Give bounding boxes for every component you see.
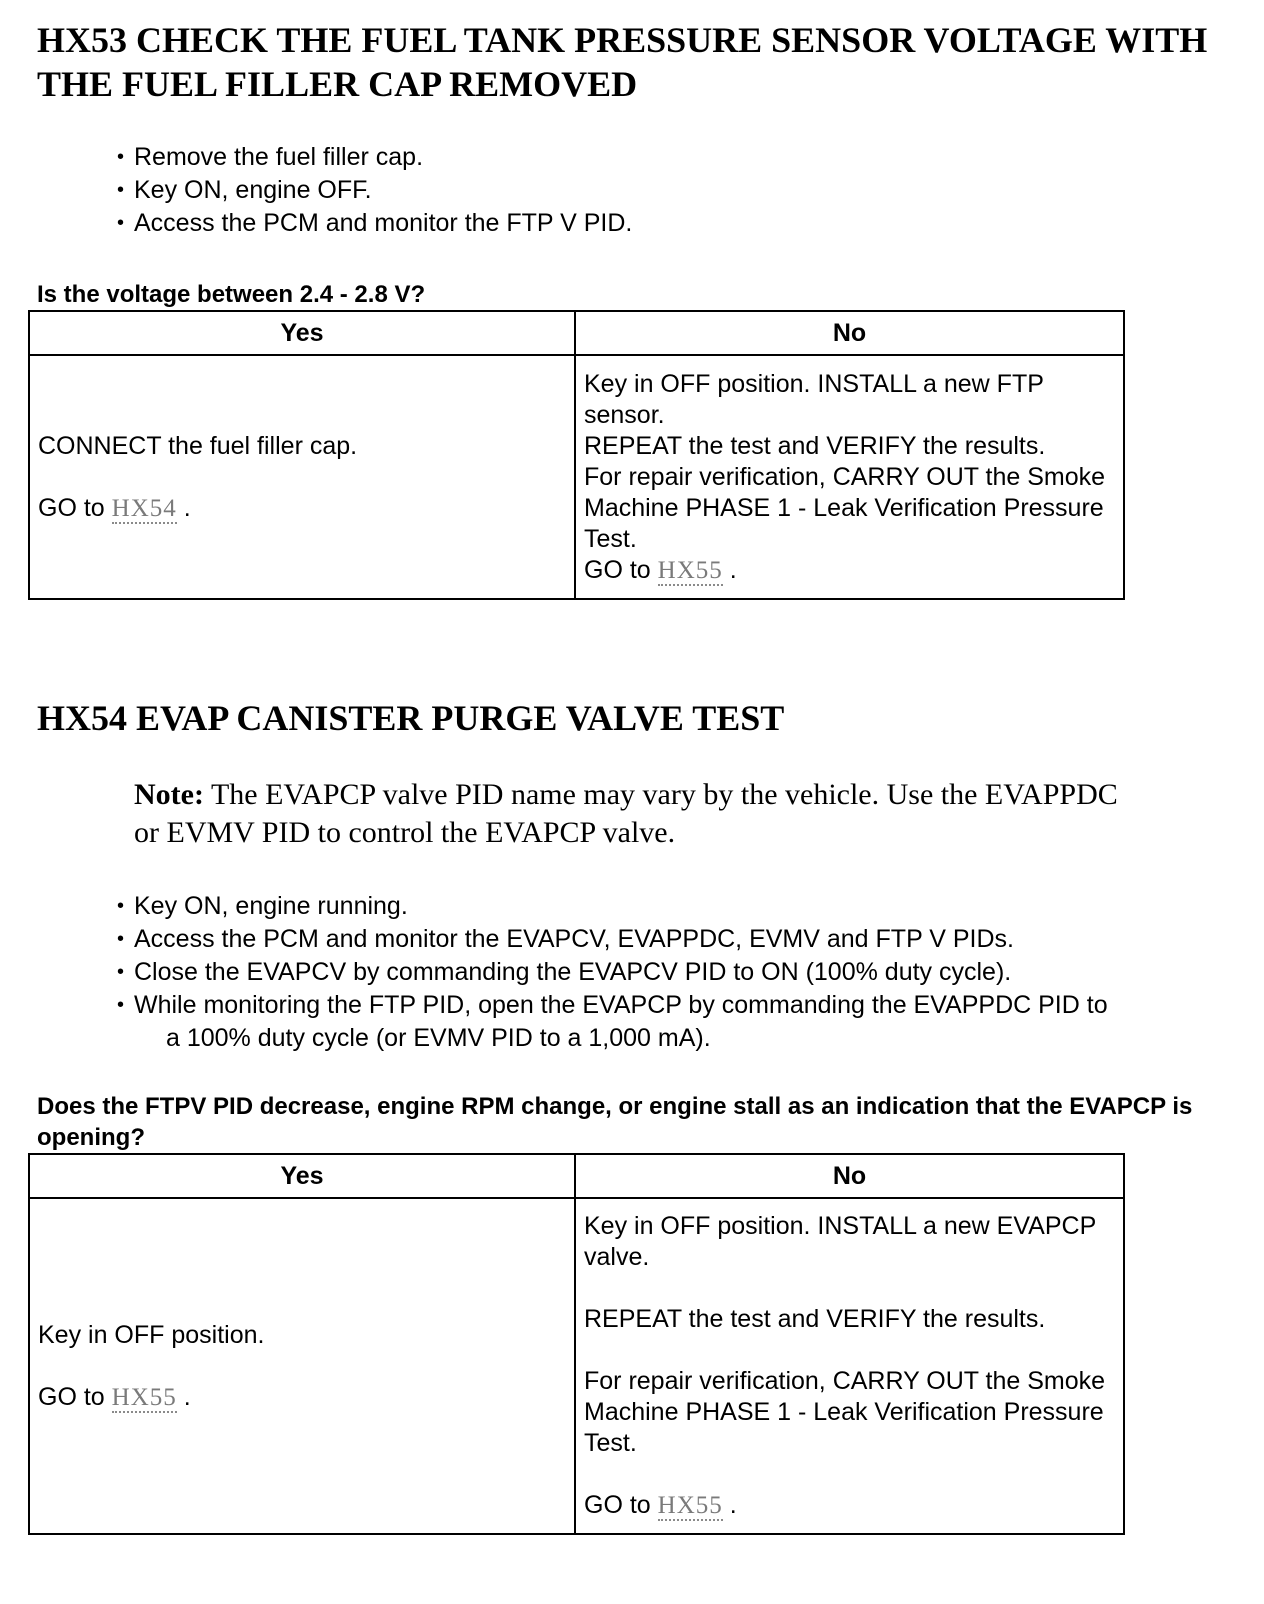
bullet-icon: • [117,994,125,1016]
bullet-icon: • [117,961,125,983]
no-action-repeat: REPEAT the test and VERIFY the results. [584,431,1046,460]
list-item: • Close the EVAPCV by commanding the EVAPCV PID to ON (100% duty cycle). [114,956,1108,989]
bullet-icon: • [117,212,125,234]
hx54-question: Does the FTPV PID decrease, engine RPM change, or engine stall as an indication that the EVAPCP is opening? [37,1093,1193,1151]
hx54-no-cell [575,1198,1124,1534]
list-item: • Access the PCM and monitor the EVAPCV, EVAPPDC, EVMV and FTP V PIDs. [114,923,1108,956]
list-item: • Key ON, engine running. [114,890,1108,923]
no-action-install: Key in OFF position. INSTALL a new FTP sensor. [584,369,1044,429]
hx54-note [134,776,1134,852]
hx54-result-table [28,1153,1125,1535]
link-hx55[interactable]: HX55 [657,556,723,584]
list-item: • While monitoring the FTP PID, open the EVAPCP by commanding the EVAPPDC PID to a 100% duty cycle (or EVMV PID to a 1,000 mA). [117,991,1108,1052]
link-hx54[interactable]: HX54 [111,494,177,522]
hx54-title: HX54 EVAP CANISTER PURGE VALVE TEST [37,698,785,738]
yes-goto: GO to HX54 . [38,493,191,522]
no-action-verify: For repair verification, CARRY OUT the Smoke Machine PHASE 1 - Leak Verification Pressure Test. [584,1367,1106,1457]
yes-action: Key in OFF position. [38,1320,265,1349]
yes-header: Yes [29,1154,575,1198]
hx53-no-cell [575,355,1124,599]
no-header: No [575,311,1124,355]
bullet-icon: • [117,895,125,917]
no-goto: GO to HX55 . [584,555,737,584]
link-hx55[interactable]: HX55 [657,1492,723,1519]
yes-header: Yes [29,311,575,355]
no-header: No [575,1154,1124,1198]
list-item: • Access the PCM and monitor the FTP V PID. [114,207,632,240]
bullet-icon: • [117,179,125,201]
bullet-icon: • [117,146,125,168]
no-action-verify: For repair verification, CARRY OUT the Smoke Machine PHASE 1 - Leak Verification Pressure Test. [584,462,1106,553]
no-action-install: Key in OFF position. INSTALL a new EVAPCP valve. [584,1212,1096,1271]
hx54-yes-cell [29,1198,575,1534]
hx53-title: HX53 CHECK THE FUEL TANK PRESSURE SENSOR VOLTAGE WITH THE FUEL FILLER CAP REMOVED [37,20,1208,104]
hx54-steps [114,890,1108,1055]
hx53-question: Is the voltage between 2.4 - 2.8 V? [37,281,426,308]
yes-goto: GO to HX55 . [38,1382,191,1411]
yes-action: CONNECT the fuel filler cap. [38,431,358,460]
hx53-yes-cell [29,355,575,599]
list-item: • Key ON, engine OFF. [114,174,632,207]
note-text: The EVAPCP valve PID name may vary by the vehicle. Use the EVAPPDC or EVMV PID to control the EVAPCP valve. [134,778,1118,849]
note-label: Note: [134,778,204,811]
no-action-repeat: REPEAT the test and VERIFY the results. [584,1305,1046,1333]
bullet-icon: • [117,928,125,950]
hx53-result-table [28,310,1125,600]
link-hx55[interactable]: HX55 [111,1383,177,1411]
list-item: • Remove the fuel filler cap. [114,141,632,174]
hx53-steps [114,141,632,240]
no-goto: GO to HX55 . [584,1491,737,1519]
